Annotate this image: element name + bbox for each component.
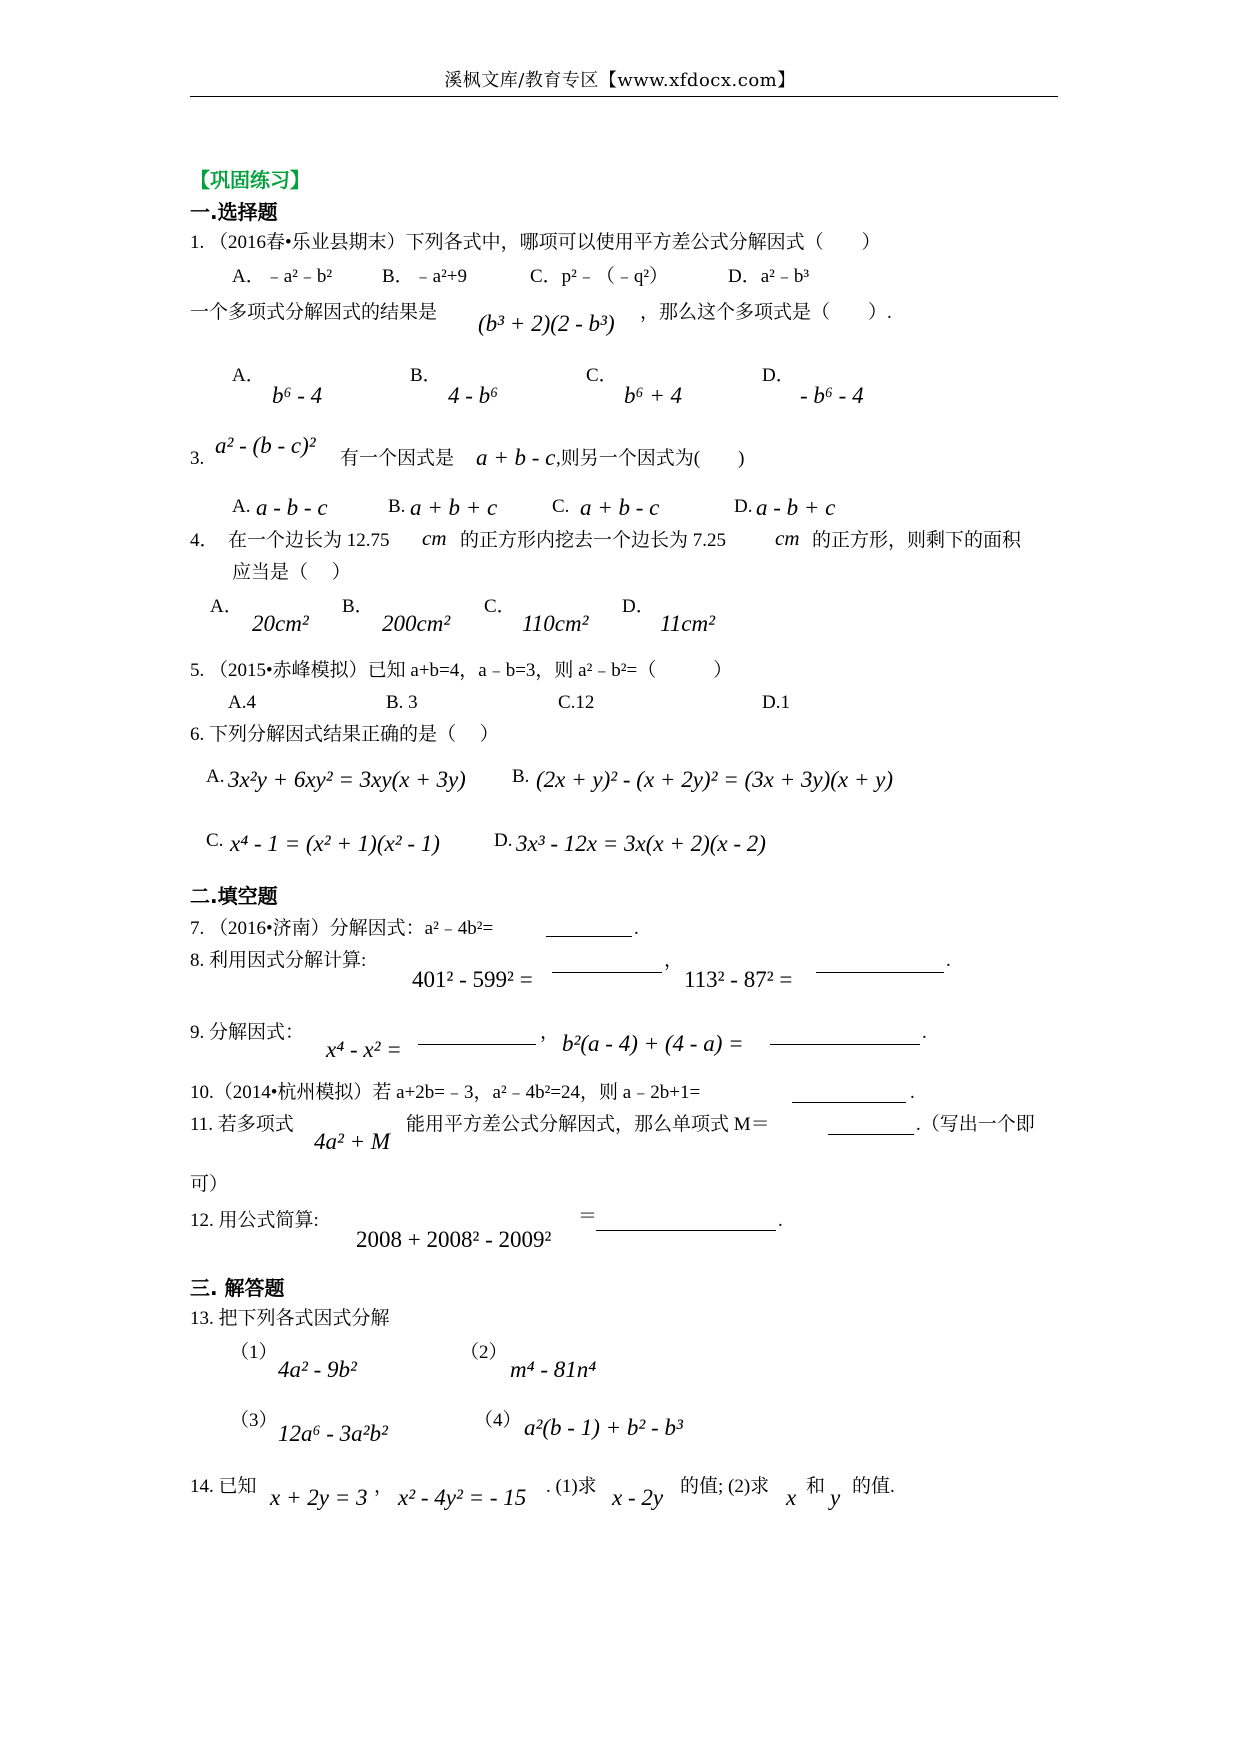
q12-label: 12. 用公式简算:	[190, 1210, 319, 1231]
q14-separator: ，	[374, 1476, 394, 1497]
q3-factor: a + b - c	[476, 445, 556, 470]
q9-expr-1: x⁴ - x² =	[326, 1037, 402, 1062]
q9-separator: ，	[540, 1022, 560, 1043]
q4-line2: 应当是（ ）	[232, 562, 351, 583]
q8-expr-2: 113² - 87² =	[684, 967, 793, 992]
q11-text-2: 能用平方差公式分解因式，那么单项式 M＝	[406, 1114, 770, 1135]
q14-expr-1: x + 2y = 3	[270, 1485, 368, 1510]
q13-item-3-number: （3）	[230, 1410, 278, 1431]
q14-text-3: 的值; (2)求	[680, 1476, 770, 1497]
q8-answer-blank-1[interactable]	[552, 954, 662, 979]
q8-label: 8. 利用因式分解计算:	[190, 950, 367, 971]
q3-letter-d: D.	[734, 496, 753, 517]
q14-text-2: . (1)求	[546, 1476, 597, 1497]
q11-expr: 4a² + M	[314, 1129, 391, 1154]
q1-option-d: D．a²﹣b³	[728, 266, 810, 287]
q7-answer-blank[interactable]	[546, 918, 632, 943]
q13-item-4-number: （4）	[474, 1410, 522, 1431]
page-header: 溪枫文库/教育专区【www.xfdocx.com】	[444, 70, 796, 91]
q4-unit-2: cm	[775, 526, 800, 550]
q13-item-3-expr: 12a⁶ - 3a²b²	[278, 1421, 388, 1446]
q12-answer-blank[interactable]	[596, 1212, 776, 1237]
q1-option-a: A．﹣a²﹣b²	[232, 266, 333, 287]
q9-answer-blank-1[interactable]	[418, 1026, 536, 1051]
q6-option-a: 3x²y + 6xy² = 3xy(x + 3y)	[228, 767, 466, 792]
q6-letter-d: D.	[494, 830, 513, 851]
q14-text-5: 的值.	[852, 1476, 895, 1497]
q2-letter-a: A．	[232, 365, 265, 386]
section-fill-blank: 二.填空题	[190, 884, 278, 908]
q14-text-4: 和	[806, 1476, 826, 1497]
q3-expr: a² - (b - c)²	[215, 433, 316, 458]
q2-option-b: 4 - b⁶	[448, 383, 499, 408]
header-rule	[190, 96, 1058, 97]
q10-stem: 10.（2014•杭州模拟）若 a+2b=﹣3，a²﹣4b²=24，则 a﹣2b+1=	[190, 1082, 701, 1103]
q14-expr-4: x	[786, 1485, 797, 1510]
q8-end: .	[946, 950, 951, 971]
q11-text-1: 11. 若多项式	[190, 1114, 294, 1135]
q14-text-1: 14. 已知	[190, 1476, 257, 1497]
q3-letter-c: C.	[552, 496, 570, 517]
q1-option-b: B．﹣a²+9	[382, 266, 468, 287]
section-solutions: 三. 解答题	[190, 1276, 285, 1300]
q12-equals: ＝	[578, 1206, 598, 1227]
q10-end: .	[910, 1082, 915, 1103]
q2-option-d: - b⁶ - 4	[800, 383, 864, 408]
q13-stem: 13. 把下列各式因式分解	[190, 1308, 390, 1329]
q3-option-c: a + b - c	[580, 495, 660, 520]
q13-item-2-number: （2）	[460, 1342, 508, 1363]
q8-separator: ，	[664, 950, 684, 971]
q4-option-d: 11cm²	[660, 611, 716, 636]
q2-letter-c: C．	[586, 365, 618, 386]
q2-option-a: b⁶ - 4	[272, 383, 323, 408]
q2-stem-a: 一个多项式分解因式的结果是	[190, 302, 438, 323]
q4-line1-b: 的正方形内挖去一个边长为 7.25	[460, 530, 727, 551]
q1-option-c: C．p²﹣（﹣q²）	[530, 266, 669, 287]
q9-end: .	[922, 1022, 927, 1043]
q5-stem: 5. （2015•赤峰模拟）已知 a+b=4，a﹣b=3，则 a²﹣b²=（ ）	[190, 660, 733, 681]
q13-item-2-expr: m⁴ - 81n⁴	[510, 1357, 597, 1382]
q3-option-a: a - b - c	[256, 495, 328, 520]
q2-stem-b: ，那么这个多项式是（ ）.	[640, 302, 892, 323]
practice-title: 【巩固练习】	[190, 168, 310, 192]
q5-option-c: C.12	[558, 692, 595, 713]
q13-item-1-number: （1）	[230, 1342, 278, 1363]
q13-item-1-expr: 4a² - 9b²	[278, 1357, 357, 1382]
q14-expr-3: x - 2y	[612, 1485, 664, 1510]
section-multiple-choice: 一.选择题	[190, 200, 278, 224]
q7-stem: 7. （2016•济南）分解因式：a²﹣4b²=	[190, 918, 494, 939]
q5-option-b: B. 3	[386, 692, 418, 713]
q2-letter-d: D．	[762, 365, 795, 386]
q6-option-d: 3x³ - 12x = 3x(x + 2)(x - 2)	[516, 831, 766, 856]
q6-option-c: x⁴ - 1 = (x² + 1)(x² - 1)	[230, 831, 440, 856]
q12-end: .	[778, 1210, 783, 1231]
q4-letter-d: D．	[622, 596, 655, 617]
q8-answer-blank-2[interactable]	[816, 954, 944, 979]
q14-expr-5: y	[830, 1485, 841, 1510]
q4-option-a: 20cm²	[252, 611, 309, 636]
q2-expr: (b³ + 2)(2 - b³)	[478, 311, 615, 336]
q4-letter-b: B．	[342, 596, 374, 617]
q3-option-b: a + b + c	[410, 495, 498, 520]
q8-expr-1: 401² - 599² =	[412, 967, 533, 992]
q3-text-2: ,则另一个因式为( )	[556, 448, 745, 469]
q6-letter-b: B.	[512, 766, 530, 787]
q2-option-c: b⁶ + 4	[624, 383, 683, 408]
q5-option-d: D.1	[762, 692, 790, 713]
q11-answer-blank[interactable]	[828, 1116, 914, 1141]
q6-stem: 6. 下列分解因式结果正确的是（ ）	[190, 724, 499, 745]
q13-item-4-expr: a²(b - 1) + b² - b³	[524, 1415, 683, 1440]
q4-unit-1: cm	[422, 526, 447, 550]
q11-text-3: .（写出一个即	[916, 1114, 1035, 1135]
q6-letter-c: C.	[206, 830, 224, 851]
q9-label: 9. 分解因式：	[190, 1022, 305, 1043]
q4-letter-c: C．	[484, 596, 516, 617]
q3-letter-b: B.	[388, 496, 406, 517]
q9-expr-2: b²(a - 4) + (4 - a) =	[562, 1031, 744, 1056]
q2-letter-b: B．	[410, 365, 442, 386]
q1-stem: 1. （2016春•乐业县期末）下列各式中，哪项可以使用平方差公式分解因式（ ）	[190, 232, 881, 253]
q4-line1-c: 的正方形，则剩下的面积	[812, 530, 1022, 551]
q9-answer-blank-2[interactable]	[770, 1026, 920, 1051]
q7-end: .	[634, 918, 639, 939]
q3-text-1: 有一个因式是	[340, 448, 455, 469]
q4-option-c: 110cm²	[522, 611, 589, 636]
q3-number: 3.	[190, 448, 205, 469]
q5-option-a: A.4	[228, 692, 256, 713]
q3-option-d: a - b + c	[756, 495, 836, 520]
q11-text-4: 可）	[190, 1174, 229, 1195]
q6-option-b: (2x + y)² - (x + 2y)² = (3x + 3y)(x + y)	[536, 767, 893, 792]
q4-option-b: 200cm²	[382, 611, 451, 636]
q4-letter-a: A．	[210, 596, 243, 617]
q12-expr: 2008 + 2008² - 2009²	[356, 1227, 552, 1252]
q3-letter-a: A.	[232, 496, 251, 517]
q10-answer-blank[interactable]	[792, 1084, 906, 1109]
q4-line1-a: 4． 在一个边长为 12.75	[190, 530, 390, 551]
q14-expr-2: x² - 4y² = - 15	[398, 1485, 527, 1510]
q6-letter-a: A.	[206, 766, 225, 787]
